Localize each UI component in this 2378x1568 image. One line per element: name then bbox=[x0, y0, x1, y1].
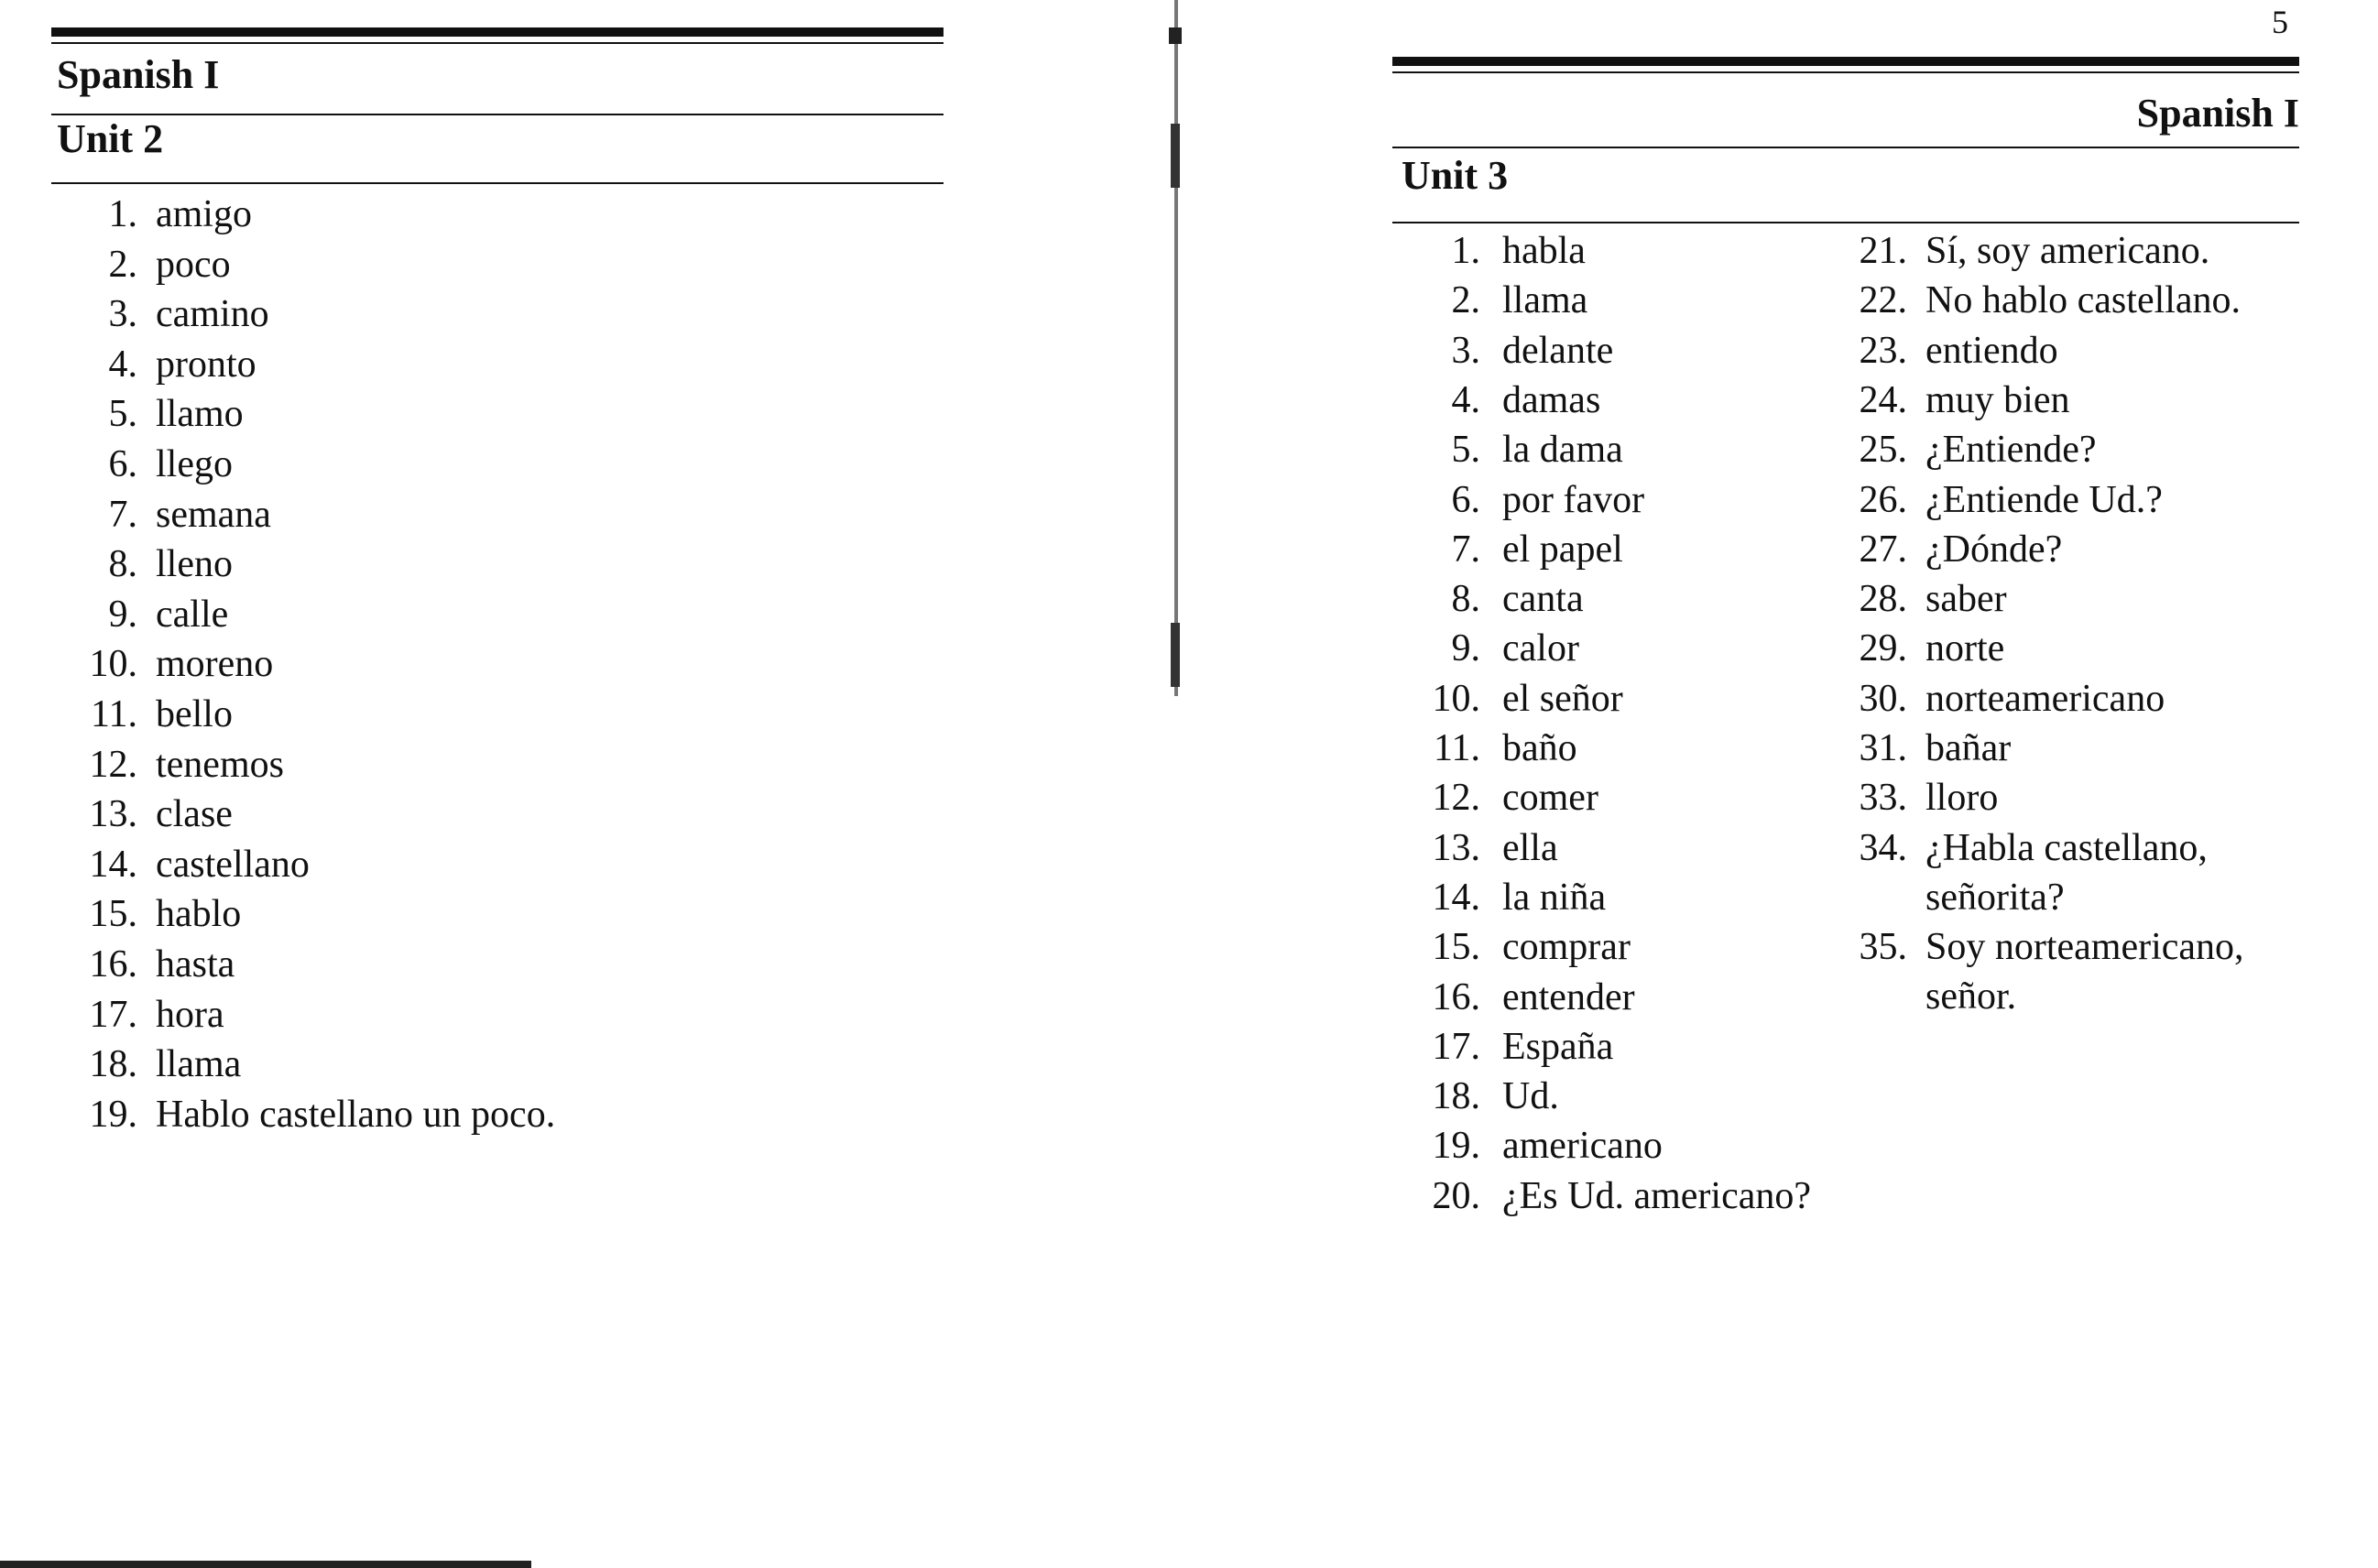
item-text: moreno bbox=[156, 643, 274, 686]
item-text: lleno bbox=[156, 543, 233, 586]
item-number: 10. bbox=[1432, 677, 1480, 720]
item-text: saber bbox=[1925, 578, 2007, 621]
item-text: por favor bbox=[1502, 478, 1645, 521]
item-text-continued: señor. bbox=[1925, 975, 2017, 1018]
item-number: 25. bbox=[1859, 429, 1907, 472]
item-text: ¿Habla castellano, bbox=[1925, 826, 2208, 869]
item-text: llama bbox=[156, 1043, 242, 1086]
item-number: 14. bbox=[1432, 876, 1480, 919]
right-course-title: Spanish I bbox=[2136, 91, 2299, 136]
item-text: muy bien bbox=[1925, 378, 2070, 421]
item-number: 2. bbox=[1451, 279, 1480, 322]
item-number: 11. bbox=[91, 693, 137, 735]
page-number: 5 bbox=[2272, 4, 2288, 40]
item-number: 35. bbox=[1859, 926, 1907, 969]
item-text: el papel bbox=[1502, 528, 1623, 571]
item-text: llamo bbox=[156, 393, 244, 436]
item-number: 31. bbox=[1859, 727, 1907, 769]
item-text: bañar bbox=[1925, 727, 2012, 769]
item-text: Soy norteamericano, bbox=[1925, 926, 2244, 969]
bottom-edge-shadow bbox=[0, 1561, 531, 1568]
item-number: 12. bbox=[89, 743, 137, 786]
item-number: 21. bbox=[1859, 230, 1907, 272]
item-text: baño bbox=[1502, 727, 1577, 769]
item-number: 33. bbox=[1859, 777, 1907, 820]
item-number: 1. bbox=[108, 193, 137, 235]
item-text: lloro bbox=[1925, 777, 1999, 820]
item-number: 14. bbox=[89, 843, 137, 886]
item-number: 8. bbox=[108, 543, 137, 586]
item-text: poco bbox=[156, 243, 231, 286]
item-number: 13. bbox=[1432, 826, 1480, 869]
left-course-title: Spanish I bbox=[57, 52, 220, 97]
item-number: 5. bbox=[1451, 429, 1480, 472]
item-text: hora bbox=[156, 993, 224, 1036]
item-text: castellano bbox=[156, 843, 310, 886]
item-number: 28. bbox=[1859, 578, 1907, 621]
spine-shadow bbox=[1174, 0, 1178, 696]
item-number: 4. bbox=[108, 343, 137, 386]
item-text: llego bbox=[156, 443, 233, 485]
item-text: Ud. bbox=[1502, 1075, 1559, 1118]
item-number: 17. bbox=[1432, 1025, 1480, 1068]
item-number: 18. bbox=[89, 1043, 137, 1086]
right-unit-divider bbox=[1392, 222, 2299, 223]
item-number: 6. bbox=[1451, 478, 1480, 521]
item-number: 18. bbox=[1432, 1075, 1480, 1118]
item-text: No hablo castellano. bbox=[1925, 279, 2242, 322]
item-text-continued: señorita? bbox=[1925, 876, 2065, 919]
item-text: Hablo castellano un poco. bbox=[156, 1093, 556, 1136]
item-number: 19. bbox=[1432, 1125, 1480, 1168]
item-number: 3. bbox=[1451, 329, 1480, 372]
item-text: llama bbox=[1502, 279, 1588, 322]
item-text: delante bbox=[1502, 329, 1614, 372]
item-text: ¿Entiende? bbox=[1925, 429, 2097, 472]
item-text: damas bbox=[1502, 378, 1601, 421]
right-top-thick-rule bbox=[1392, 57, 2299, 66]
left-title-divider bbox=[51, 114, 944, 115]
item-number: 9. bbox=[1451, 627, 1480, 670]
item-text: ¿Es Ud. americano? bbox=[1502, 1174, 1812, 1217]
item-text: pronto bbox=[156, 343, 256, 386]
item-number: 13. bbox=[89, 793, 137, 836]
right-title-divider bbox=[1392, 147, 2299, 148]
item-number: 34. bbox=[1859, 826, 1907, 869]
item-text: calor bbox=[1502, 627, 1579, 670]
item-number: 15. bbox=[89, 893, 137, 936]
item-number: 19. bbox=[89, 1093, 137, 1136]
item-number: 23. bbox=[1859, 329, 1907, 372]
item-text: comer bbox=[1502, 777, 1598, 820]
spine-mark-1 bbox=[1169, 27, 1182, 44]
item-number: 9. bbox=[108, 593, 137, 636]
item-text: hablo bbox=[156, 893, 242, 936]
item-text: norte bbox=[1925, 627, 2005, 670]
item-text: comprar bbox=[1502, 926, 1631, 969]
item-number: 22. bbox=[1859, 279, 1907, 322]
item-text: el señor bbox=[1502, 677, 1623, 720]
item-number: 4. bbox=[1451, 378, 1480, 421]
item-text: la niña bbox=[1502, 876, 1607, 919]
item-number: 8. bbox=[1451, 578, 1480, 621]
item-number: 26. bbox=[1859, 478, 1907, 521]
item-number: 27. bbox=[1859, 528, 1907, 571]
item-number: 1. bbox=[1451, 230, 1480, 272]
item-number: 10. bbox=[89, 643, 137, 686]
item-text: calle bbox=[156, 593, 229, 636]
item-number: 3. bbox=[108, 293, 137, 336]
item-text: ella bbox=[1502, 826, 1558, 869]
item-text: hasta bbox=[156, 943, 235, 985]
item-text: la dama bbox=[1502, 429, 1623, 472]
item-number: 17. bbox=[89, 993, 137, 1036]
item-text: amigo bbox=[156, 193, 252, 235]
left-top-thick-rule bbox=[51, 27, 944, 37]
right-top-thin-rule bbox=[1392, 71, 2299, 73]
item-number: 6. bbox=[108, 443, 137, 485]
item-text: bello bbox=[156, 693, 233, 735]
item-text: habla bbox=[1502, 230, 1586, 272]
item-number: 30. bbox=[1859, 677, 1907, 720]
item-number: 2. bbox=[108, 243, 137, 286]
item-text: entender bbox=[1502, 975, 1635, 1018]
left-top-thin-rule bbox=[51, 42, 944, 44]
item-text: entiendo bbox=[1925, 329, 2058, 372]
item-text: norteamericano bbox=[1925, 677, 2165, 720]
item-number: 5. bbox=[108, 393, 137, 436]
item-number: 15. bbox=[1432, 926, 1480, 969]
item-text: España bbox=[1502, 1025, 1614, 1068]
item-number: 16. bbox=[1432, 975, 1480, 1018]
right-unit-title: Unit 3 bbox=[1402, 153, 1509, 198]
item-number: 24. bbox=[1859, 378, 1907, 421]
item-number: 29. bbox=[1859, 627, 1907, 670]
item-text: americano bbox=[1502, 1125, 1663, 1168]
item-number: 20. bbox=[1432, 1174, 1480, 1217]
item-number: 11. bbox=[1434, 727, 1480, 769]
item-text: camino bbox=[156, 293, 269, 336]
item-text: semana bbox=[156, 493, 271, 536]
item-text: canta bbox=[1502, 578, 1584, 621]
spine-mark-3 bbox=[1171, 623, 1180, 687]
item-number: 7. bbox=[108, 493, 137, 536]
item-number: 7. bbox=[1451, 528, 1480, 571]
item-number: 16. bbox=[89, 943, 137, 985]
item-text: ¿Entiende Ud.? bbox=[1925, 478, 2163, 521]
spine-mark-2 bbox=[1171, 124, 1180, 188]
item-number: 12. bbox=[1432, 777, 1480, 820]
left-unit-divider bbox=[51, 182, 944, 184]
item-text: ¿Dónde? bbox=[1925, 528, 2063, 571]
item-text: tenemos bbox=[156, 743, 284, 786]
left-unit-title: Unit 2 bbox=[57, 116, 164, 161]
item-text: Sí, soy americano. bbox=[1925, 230, 2210, 272]
item-text: clase bbox=[156, 793, 233, 836]
